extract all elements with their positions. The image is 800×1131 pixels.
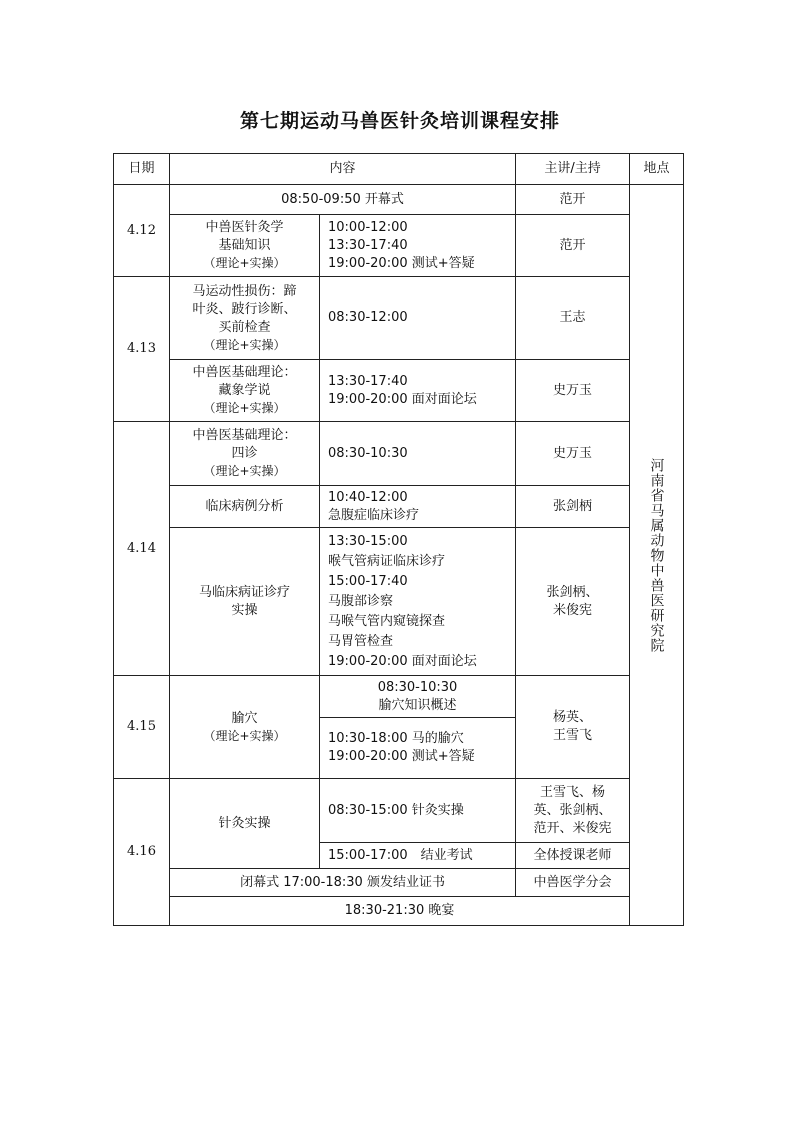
host-line: 王雪飞 bbox=[553, 728, 593, 743]
table-row bbox=[114, 528, 684, 676]
time-line: 13:30-15:00 bbox=[328, 533, 408, 549]
time-line: 10:40-12:00 bbox=[328, 489, 408, 505]
date-cell: 4.15 bbox=[114, 676, 170, 779]
location-text: 河南省马属动物中兽医研究院 bbox=[648, 457, 665, 653]
time-cell: 15:00-17:00 结业考试 bbox=[320, 843, 516, 869]
host-line: 王雪飞、杨 bbox=[540, 784, 606, 800]
course-title-line: 藏象学说 bbox=[218, 383, 271, 398]
course-title-cell bbox=[170, 215, 320, 277]
dinner-cell: 18:30-21:30 晚宴 bbox=[170, 897, 630, 926]
table-row bbox=[114, 897, 684, 926]
course-title-cell bbox=[170, 422, 320, 486]
host-line: 范开、米俊宪 bbox=[533, 820, 612, 836]
time-line: 13:30-17:40 bbox=[328, 237, 408, 253]
host-cell bbox=[516, 676, 630, 779]
host-cell: 张剑柄 bbox=[516, 486, 630, 528]
course-title-line: 买前检查 bbox=[218, 319, 271, 335]
time-line: 13:30-17:40 bbox=[328, 373, 408, 389]
page-title: 第七期运动马兽医针灸培训课程安排 bbox=[239, 110, 560, 132]
host-cell: 中兽医学分会 bbox=[516, 869, 630, 897]
time-line: 08:30-10:30 bbox=[377, 679, 458, 695]
course-title-line: 叶炎、跛行诊断、 bbox=[192, 301, 297, 317]
course-note: （理论+实操） bbox=[203, 256, 286, 270]
time-cell bbox=[320, 360, 516, 422]
host-cell: 王志 bbox=[516, 277, 630, 360]
host-line: 米俊宪 bbox=[553, 602, 593, 618]
course-title-line: 中兽医针灸学 bbox=[205, 220, 284, 235]
date-cell: 4.12 bbox=[114, 185, 170, 277]
header-location: 地点 bbox=[630, 154, 684, 185]
closing-cell: 闭幕式 17:00-18:30 颁发结业证书 bbox=[170, 869, 516, 897]
course-note: （理论+实操） bbox=[203, 337, 286, 352]
course-title-cell bbox=[170, 277, 320, 360]
time-line: 19:00-20:00 测试+答疑 bbox=[328, 749, 475, 764]
time-line: 19:00-20:00 测试+答疑 bbox=[328, 255, 475, 271]
time-line: 马腹部诊察 bbox=[328, 593, 394, 609]
host-cell: 范开 bbox=[516, 215, 630, 277]
host-cell bbox=[516, 528, 630, 676]
time-cell: 08:30-15:00 针灸实操 bbox=[320, 779, 516, 843]
course-note: （理论+实操） bbox=[203, 728, 286, 743]
opening-cell: 08:50-09:50 开幕式 bbox=[170, 185, 516, 215]
course-title-line: 马运动性损伤：蹄 bbox=[192, 283, 297, 299]
time-cell bbox=[320, 215, 516, 277]
table-row bbox=[114, 422, 684, 486]
course-title-line: 中兽医基础理论： bbox=[192, 428, 297, 443]
course-title-cell bbox=[170, 360, 320, 422]
table-row bbox=[114, 277, 684, 360]
time-line: 10:00-12:00 bbox=[328, 219, 408, 235]
host-cell: 全体授课老师 bbox=[516, 843, 630, 869]
table-row bbox=[114, 215, 684, 277]
table-row bbox=[114, 869, 684, 897]
course-title-cell: 针灸实操 bbox=[170, 779, 320, 869]
course-title-cell bbox=[170, 676, 320, 779]
time-line: 19:00-20:00 面对面论坛 bbox=[328, 391, 477, 407]
time-line: 腧穴知识概述 bbox=[378, 697, 457, 713]
course-title-line: 中兽医基础理论： bbox=[192, 365, 297, 380]
time-cell bbox=[320, 718, 516, 779]
course-note: （理论+实操） bbox=[203, 464, 286, 478]
host-line: 杨英、 bbox=[553, 710, 593, 725]
time-line: 急腹症临床诊疗 bbox=[328, 507, 420, 523]
course-title-line: 马临床病证诊疗 bbox=[198, 584, 290, 600]
time-cell: 08:30-12:00 bbox=[320, 277, 516, 360]
course-title-line: 腧穴 bbox=[231, 710, 258, 726]
course-title-line: 基础知识 bbox=[218, 238, 271, 253]
time-line: 19:00-20:00 面对面论坛 bbox=[328, 653, 477, 669]
header-row bbox=[114, 154, 684, 185]
course-title-line: 四诊 bbox=[231, 446, 258, 461]
time-cell bbox=[320, 486, 516, 528]
host-cell: 史万玉 bbox=[516, 360, 630, 422]
date-cell: 4.13 bbox=[114, 277, 170, 422]
table-row bbox=[114, 779, 684, 843]
time-line: 喉气管病证临床诊疗 bbox=[328, 553, 446, 569]
table-row bbox=[114, 676, 684, 718]
host-cell: 范开 bbox=[516, 185, 630, 215]
course-title-cell: 临床病例分析 bbox=[170, 486, 320, 528]
host-line: 张剑柄、 bbox=[546, 584, 599, 600]
header-date: 日期 bbox=[114, 154, 170, 185]
date-cell: 4.14 bbox=[114, 422, 170, 676]
table-row bbox=[114, 486, 684, 528]
host-cell: 史万玉 bbox=[516, 422, 630, 486]
course-title-cell bbox=[170, 528, 320, 676]
time-cell: 08:30-10:30 bbox=[320, 422, 516, 486]
host-line: 英、张剑柄、 bbox=[533, 802, 612, 818]
host-cell bbox=[516, 779, 630, 843]
table-row bbox=[114, 185, 684, 215]
time-cell bbox=[320, 528, 516, 676]
table-row bbox=[114, 360, 684, 422]
time-line: 15:00-17:40 bbox=[328, 573, 408, 589]
schedule-table bbox=[113, 153, 684, 926]
time-line: 马喉气管内窥镜探查 bbox=[328, 613, 446, 629]
header-content: 内容 bbox=[170, 154, 516, 185]
course-title-line: 实操 bbox=[231, 602, 258, 618]
location-cell bbox=[630, 185, 684, 926]
time-cell bbox=[320, 676, 516, 718]
date-cell: 4.16 bbox=[114, 779, 170, 926]
course-note: （理论+实操） bbox=[203, 401, 286, 415]
time-line: 马胃管检查 bbox=[328, 633, 394, 649]
time-line: 10:30-18:00 马的腧穴 bbox=[328, 731, 464, 746]
header-host: 主讲/主持 bbox=[516, 154, 630, 185]
